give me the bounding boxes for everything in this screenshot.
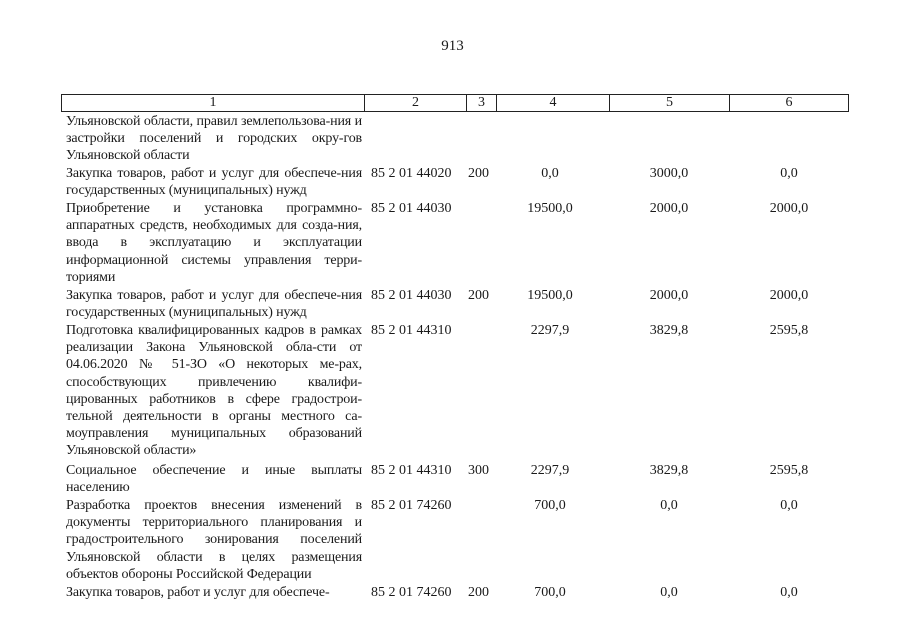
row-name: Закупка товаров, работ и услуг для обеспече-ния государственных (муниципальных) нужд [66, 166, 362, 199]
row-value-4: 700,0 [534, 498, 566, 513]
row-code: 85 2 01 44310 [371, 463, 452, 478]
row-value-4: 19500,0 [527, 288, 573, 303]
row-value-6: 0,0 [780, 498, 798, 513]
row-code: 85 2 01 44030 [371, 201, 452, 216]
row-name: Закупка товаров, работ и услуг для обеспече-ния государственных (муниципальных) нужд [66, 288, 362, 321]
row-vr: 300 [468, 463, 489, 478]
row-value-5: 2000,0 [649, 288, 689, 303]
header-col-5: 5 [610, 95, 730, 111]
row-code: 85 2 01 74260 [371, 498, 452, 513]
row-code: 85 2 01 44030 [371, 288, 452, 303]
row-name: Подготовка квалифицированных кадров в рамках реализации Закона Ульяновской обла-сти от 04.06.2020 № 51-ЗО «О некоторых ме-рах, способствующих привлечению квалифи-цированных работников в сфере градострои-тельной деятельности в органы местного са-моуправления муниципальных образований Ульяновской области» [66, 323, 362, 459]
row-value-6: 2000,0 [769, 288, 809, 303]
row-value-6: 2000,0 [769, 201, 809, 216]
row-value-5: 3829,8 [649, 323, 689, 338]
page-number: 913 [441, 38, 464, 54]
header-col-1: 1 [62, 95, 365, 111]
table-header [61, 94, 849, 112]
row-code: 85 2 01 44020 [371, 166, 452, 181]
row-vr: 200 [468, 288, 489, 303]
row-value-4: 700,0 [534, 585, 566, 600]
row-vr: 200 [468, 166, 489, 181]
row-value-6: 0,0 [780, 585, 798, 600]
row-value-4: 0,0 [541, 166, 559, 181]
row-name: Ульяновской области, правил землепользова-ния и застройки поселений и городских окру-гов Ульяновской области [66, 114, 362, 164]
row-name: Закупка товаров, работ и услуг для обеспече- [66, 585, 330, 600]
row-value-5: 3000,0 [649, 166, 689, 181]
row-value-5: 0,0 [660, 498, 678, 513]
row-vr: 200 [468, 585, 489, 600]
row-value-5: 2000,0 [649, 201, 689, 216]
row-code: 85 2 01 74260 [371, 585, 452, 600]
row-value-4: 2297,9 [530, 323, 570, 338]
row-value-6: 2595,8 [769, 463, 809, 478]
row-name: Приобретение и установка программно-аппаратных средств, необходимых для созда-ния, ввода в эксплуатацию и эксплуатации информационной системы управления терри-ториями [66, 201, 362, 285]
row-value-5: 0,0 [660, 585, 678, 600]
row-name: Разработка проектов внесения изменений в документы территориального планирования и градостроительного зонирования поселений Ульяновской области в целях размещения объектов обороны Российской Федерации [66, 498, 362, 582]
row-value-5: 3829,8 [649, 463, 689, 478]
header-col-3: 3 [467, 95, 497, 111]
row-name: Социальное обеспечение и иные выплаты населению [66, 463, 362, 496]
header-col-6: 6 [785, 95, 793, 110]
header-col-2: 2 [365, 95, 467, 111]
row-value-4: 19500,0 [527, 201, 573, 216]
header-col-4: 4 [497, 95, 610, 111]
row-code: 85 2 01 44310 [371, 323, 452, 338]
row-value-6: 2595,8 [769, 323, 809, 338]
row-value-4: 2297,9 [530, 463, 570, 478]
row-value-6: 0,0 [780, 166, 798, 181]
